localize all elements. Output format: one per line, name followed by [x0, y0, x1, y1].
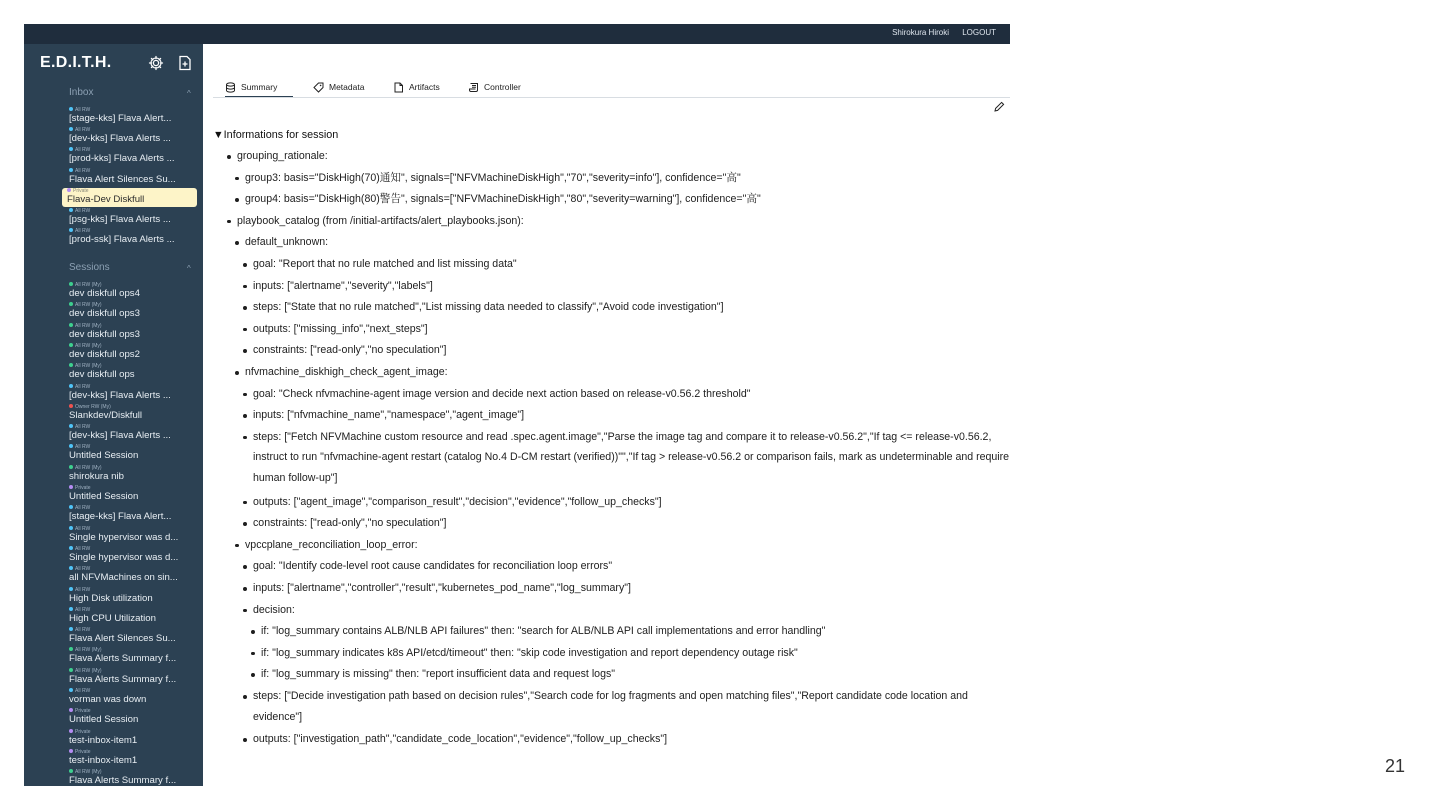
status-dot-icon: [69, 343, 73, 347]
bullet-icon: [235, 371, 239, 375]
item-label: [psg-kks] Flava Alerts ...: [69, 214, 171, 225]
summary-line: steps: ["Fetch NFVMachine custom resource and read .spec.agent.image","Parse the image tag and compare it to release-v0.56.2","If tag <= release-v0.56.2, instruct to run "nfvmachine-agent restart (catalog No.4 D-CM restart (verified))"","If tag > release-v0.56.2 or comparison fails, mark as undeterminable and require human follow-up"]: [253, 430, 1010, 484]
item-label: [dev-kks] Flava Alerts ...: [69, 389, 171, 401]
item-label: Flava-Dev Diskfull: [67, 193, 145, 205]
access-label: All RW: [75, 147, 91, 154]
status-dot-icon: [69, 566, 73, 570]
item-label: test-inbox-item1: [69, 734, 138, 746]
summary-line: default_unknown:: [245, 236, 329, 249]
access-label: All RW (My): [75, 282, 102, 288]
summary-line: vpccplane_reconciliation_loop_error:: [245, 538, 418, 551]
status-dot-icon: [67, 188, 71, 192]
tab-controller-label: Controller: [484, 82, 521, 92]
summary-line: constraints: ["read-only","no speculation"]: [253, 344, 447, 357]
access-label: All RW (My): [75, 342, 102, 349]
session-item[interactable]: [64, 465, 197, 484]
bullet-icon: [251, 630, 255, 634]
session-item[interactable]: [64, 587, 197, 606]
access-label: All RW: [75, 208, 91, 214]
item-label: [prod-kks] Flava Alerts ...: [69, 153, 175, 165]
access-label: All RW: [75, 424, 91, 431]
item-label: dev diskfull ops3: [69, 328, 140, 340]
status-dot-icon: [69, 769, 73, 773]
file-icon: [393, 82, 404, 93]
summary-line: if: "log_summary contains ALB/NLB API failures" then: "search for ALB/NLB API call implementations and error handling": [261, 625, 826, 638]
chevron-up-icon[interactable]: ^: [187, 89, 191, 98]
bullet-icon: [235, 177, 239, 181]
item-label: shirokura nib: [69, 470, 124, 482]
scroll-icon: [468, 82, 479, 93]
main-panel: [203, 44, 1010, 786]
session-item[interactable]: [64, 668, 197, 687]
access-label: Private: [75, 485, 91, 491]
edit-pencil-icon[interactable]: [993, 100, 1005, 112]
tab-artifacts[interactable]: [393, 78, 440, 96]
logout-button[interactable]: LOGOUT: [962, 28, 996, 37]
status-dot-icon: [69, 228, 73, 232]
bullet-icon: [243, 695, 247, 699]
access-label: All RW: [75, 127, 91, 134]
settings-gear-icon[interactable]: [148, 55, 164, 71]
item-label: High CPU Utilization: [69, 612, 156, 624]
item-label: vorman was down: [69, 694, 147, 705]
status-dot-icon: [69, 505, 73, 509]
summary-line: outputs: ["agent_image","comparison_result","decision","evidence","follow_up_checks"]: [253, 495, 662, 508]
item-label: Flava Alert Silences Su...: [69, 633, 176, 645]
status-dot-icon: [69, 708, 73, 712]
bullet-icon: [251, 652, 255, 656]
new-document-icon[interactable]: [177, 55, 193, 71]
summary-line: if: "log_summary indicates k8s API/etcd/timeout" then: "skip code investigation and report dependency outage risk": [261, 646, 798, 659]
status-dot-icon: [69, 127, 73, 131]
inbox-item[interactable]: [64, 168, 197, 187]
bullet-icon: [243, 328, 247, 332]
tab-summary[interactable]: [225, 78, 293, 98]
status-dot-icon: [69, 647, 73, 651]
sessions-section-title[interactable]: Sessions: [69, 262, 110, 273]
access-label: All RW (My): [75, 667, 102, 674]
slide-page-number: 21: [1385, 756, 1406, 776]
session-item[interactable]: [64, 627, 197, 646]
inbox-item[interactable]: [64, 208, 197, 227]
summary-line: decision:: [253, 603, 295, 616]
session-item[interactable]: [64, 485, 197, 504]
session-item[interactable]: [64, 404, 197, 423]
session-item[interactable]: [64, 323, 197, 342]
status-dot-icon: [69, 627, 73, 631]
bullet-icon: [227, 155, 231, 159]
item-label: Slankdev/Diskfull: [69, 409, 143, 421]
item-label: [dev-kks] Flava Alerts ...: [69, 133, 171, 145]
access-label: All RW: [75, 167, 91, 174]
item-label: [dev-kks] Flava Alerts ...: [69, 430, 171, 442]
app-brand: E.D.I.T.H.: [40, 54, 112, 71]
status-dot-icon: [69, 607, 73, 611]
session-info-toggle[interactable]: ▼Informations for session: [213, 129, 339, 141]
access-label: All RW: [75, 566, 91, 573]
top-bar: [24, 24, 1010, 44]
status-dot-icon: [69, 668, 73, 672]
item-label: [stage-kks] Flava Alert...: [69, 113, 172, 124]
bullet-icon: [243, 587, 247, 591]
inbox-item[interactable]: [64, 228, 197, 247]
tab-divider: [213, 97, 1010, 98]
session-item[interactable]: [64, 444, 197, 463]
bullet-icon: [235, 241, 239, 245]
access-label: All RW: [75, 525, 91, 532]
session-item[interactable]: [64, 302, 197, 321]
item-label: dev diskfull ops4: [69, 288, 140, 299]
status-dot-icon: [69, 168, 73, 172]
item-label: Single hypervisor was d...: [69, 551, 179, 563]
summary-line: outputs: ["missing_info","next_steps"]: [253, 322, 428, 335]
status-dot-icon: [69, 688, 73, 692]
bullet-icon: [243, 414, 247, 418]
bullet-icon: [243, 349, 247, 353]
sidebar: [24, 44, 203, 786]
item-label: High Disk utilization: [69, 592, 153, 604]
bullet-icon: [243, 501, 247, 505]
session-item[interactable]: [64, 384, 197, 403]
summary-line: playbook_catalog (from /initial-artifacts/alert_playbooks.json):: [237, 214, 524, 227]
item-label: Flava Alerts Summary f...: [69, 775, 177, 786]
access-label: All RW: [75, 107, 91, 113]
summary-line: group4: basis="DiskHigh(80)警告", signals=["NFVMachineDiskHigh","80","severity=warning"], confidence="高": [245, 193, 761, 206]
session-item[interactable]: [64, 647, 197, 666]
item-label: Untitled Session: [69, 491, 139, 502]
session-item[interactable]: [64, 546, 197, 565]
app-window: [24, 24, 1010, 786]
inbox-item[interactable]: [64, 107, 197, 126]
summary-line: inputs: ["alertname","controller","result","kubernetes_pod_name","log_summary"]: [253, 582, 631, 594]
session-item[interactable]: [64, 363, 197, 382]
bullet-icon: [235, 198, 239, 202]
item-label: test-inbox-item1: [69, 754, 138, 766]
status-dot-icon: [69, 147, 73, 151]
item-label: Flava Alerts Summary f...: [69, 673, 177, 685]
bullet-icon: [243, 522, 247, 526]
bullet-icon: [243, 393, 247, 397]
summary-line: group3: basis="DiskHigh(70)通知", signals=["NFVMachineDiskHigh","70","severity=info"], confidence="高": [245, 171, 741, 184]
item-label: dev diskfull ops2: [69, 348, 140, 360]
session-item[interactable]: [64, 526, 197, 545]
access-label: All RW: [75, 688, 91, 694]
status-dot-icon: [69, 546, 73, 550]
item-label: all NFVMachines on sin...: [69, 572, 178, 584]
access-label: All RW (My): [75, 322, 102, 329]
item-label: [prod-ssk] Flava Alerts ...: [69, 234, 175, 246]
status-dot-icon: [69, 384, 73, 388]
bullet-icon: [243, 436, 247, 440]
access-label: Private: [75, 728, 91, 735]
bullet-icon: [243, 609, 247, 613]
summary-line: inputs: ["nfvmachine_name","namespace","agent_image"]: [253, 409, 525, 422]
access-label: All RW: [75, 383, 91, 390]
summary-line: steps: ["State that no rule matched","List missing data needed to classify","Avoid code investigation"]: [253, 301, 724, 314]
status-dot-icon: [69, 107, 73, 111]
item-label: [stage-kks] Flava Alert...: [69, 511, 172, 523]
access-label: All RW (My): [75, 302, 102, 309]
status-dot-icon: [69, 282, 73, 286]
status-dot-icon: [69, 363, 73, 367]
summary-line: grouping_rationale:: [237, 150, 328, 162]
status-dot-icon: [69, 465, 73, 469]
item-label: Untitled Session: [69, 714, 139, 726]
session-item[interactable]: [64, 708, 197, 727]
access-label: All RW (My): [75, 363, 102, 370]
access-label: All RW: [75, 505, 91, 512]
access-label: All RW (My): [75, 464, 102, 471]
summary-line: goal: "Report that no rule matched and list missing data": [253, 258, 517, 270]
status-dot-icon: [69, 485, 73, 489]
bullet-icon: [243, 263, 247, 267]
session-item[interactable]: [64, 729, 197, 748]
tab-metadata[interactable]: [313, 78, 364, 96]
tab-controller[interactable]: [468, 78, 521, 96]
inbox-item[interactable]: [64, 127, 197, 146]
session-item[interactable]: [64, 566, 197, 585]
summary-line: outputs: ["investigation_path","candidate_code_location","evidence","follow_up_checks"]: [253, 733, 668, 746]
summary-line: steps: ["Decide investigation path based on decision rules","Search code for log fragments and open matching files","Report candidate code location and evidence"]: [253, 690, 968, 723]
access-label: All RW: [75, 606, 91, 613]
access-label: All RW: [75, 586, 91, 593]
session-item[interactable]: [64, 424, 197, 443]
status-dot-icon: [69, 208, 73, 212]
database-icon: [225, 82, 236, 93]
username: Shirokura Hiroki: [892, 28, 949, 37]
access-label: All RW: [75, 545, 91, 552]
summary-line: goal: "Check nfvmachine-agent image version and decide next action based on release-v0.56.2 threshold": [253, 387, 751, 400]
bullet-icon: [235, 544, 239, 548]
access-label: All RW: [75, 444, 91, 451]
inbox-section-title[interactable]: Inbox: [69, 87, 94, 98]
status-dot-icon: [69, 302, 73, 306]
status-dot-icon: [69, 424, 73, 428]
tab-metadata-label: Metadata: [329, 82, 365, 92]
status-dot-icon: [69, 404, 73, 408]
session-item[interactable]: [64, 688, 197, 707]
access-label: All RW: [75, 627, 91, 634]
item-label: Untitled Session: [69, 450, 139, 462]
bullet-icon: [243, 285, 247, 289]
item-label: dev diskfull ops: [69, 369, 135, 381]
bullet-icon: [243, 738, 247, 742]
summary-line: goal: "Identify code-level root cause candidates for reconciliation loop errors": [253, 560, 613, 573]
access-label: All RW (My): [75, 769, 102, 776]
session-item[interactable]: [64, 607, 197, 626]
chevron-up-icon[interactable]: ^: [187, 264, 191, 273]
summary-line: if: "log_summary is missing" then: "report insufficient data and request logs": [261, 668, 616, 681]
session-item[interactable]: [64, 505, 197, 524]
item-label: Flava Alerts Summary f...: [69, 653, 177, 665]
summary-line: constraints: ["read-only","no speculation"]: [253, 517, 447, 530]
item-label: Flava Alert Silences Su...: [69, 173, 176, 185]
access-label: All RW (My): [75, 647, 102, 654]
status-dot-icon: [69, 526, 73, 530]
tab-summary-label: Summary: [241, 82, 278, 92]
access-label: Private: [75, 708, 91, 715]
item-label: Single hypervisor was d...: [69, 531, 179, 543]
summary-line: inputs: ["alertname","severity","labels"]: [253, 279, 433, 292]
summary-line: nfvmachine_diskhigh_check_agent_image:: [245, 366, 448, 378]
tab-artifacts-label: Artifacts: [409, 82, 440, 92]
inbox-item[interactable]: [62, 188, 197, 207]
session-item[interactable]: [64, 749, 197, 768]
status-dot-icon: [69, 323, 73, 327]
session-item[interactable]: [64, 769, 197, 786]
status-dot-icon: [69, 444, 73, 448]
status-dot-icon: [69, 587, 73, 591]
session-item[interactable]: [64, 343, 197, 362]
bullet-icon: [227, 220, 231, 224]
bullet-icon: [243, 306, 247, 310]
access-label: All RW: [75, 228, 91, 235]
session-item[interactable]: [64, 282, 197, 301]
bullet-icon: [243, 565, 247, 569]
access-label: Private: [73, 187, 89, 194]
item-label: dev diskfull ops3: [69, 308, 140, 320]
bullet-icon: [251, 673, 255, 677]
status-dot-icon: [69, 729, 73, 733]
access-label: Private: [75, 748, 91, 755]
access-label: Owner RW (My): [75, 403, 111, 410]
status-dot-icon: [69, 749, 73, 753]
tag-icon: [313, 82, 324, 93]
inbox-item[interactable]: [64, 147, 197, 166]
